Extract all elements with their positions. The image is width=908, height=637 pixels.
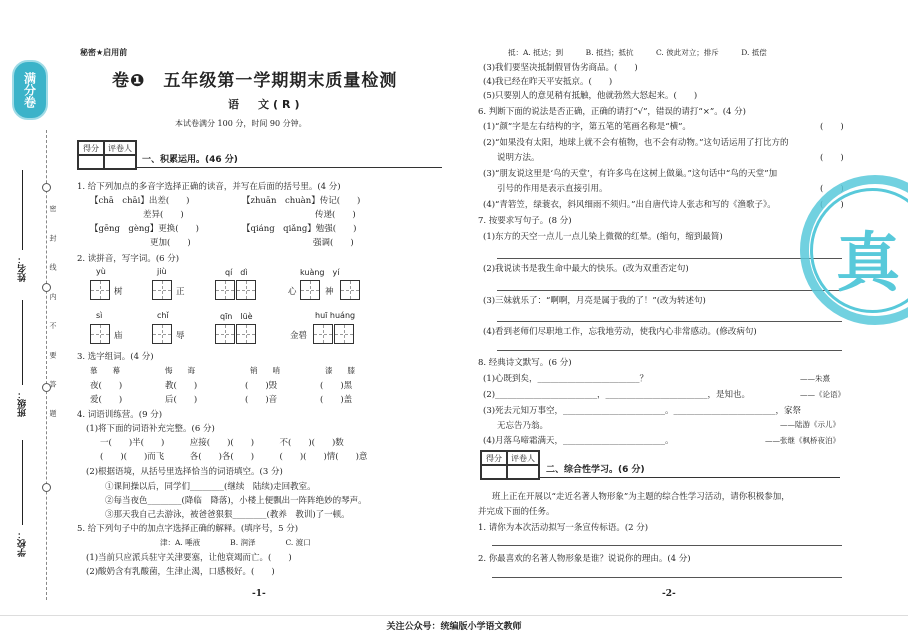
q1-item[interactable]: 【gēng gèng】更换( ) (90, 224, 199, 234)
word-blank[interactable]: 爱( ) (90, 395, 123, 405)
school-line (22, 440, 23, 525)
judge-statement: (3)“朋友说这里是‘鸟的天堂’，有许多鸟在这树上做巢。”这句话中“鸟的天堂”加 (483, 169, 778, 179)
q5-item[interactable]: (1)当前只应派兵驻守关津要塞，让他衰竭而亡。( ) (86, 553, 292, 563)
judge-statement: (2)“如果没有太阳，地球上就不会有植物，也不会有动物。”这句话运用了打比方的 (483, 138, 789, 148)
pinyin: yù (96, 267, 106, 276)
q1-item[interactable]: 【chā chāi】出差( ) (90, 196, 190, 206)
class-label: 班级： (18, 390, 28, 417)
grader-header: 评卷人 (507, 451, 539, 465)
write-box[interactable] (340, 280, 360, 300)
answer-line[interactable] (492, 577, 842, 578)
write-box[interactable] (313, 324, 333, 344)
poem-line[interactable]: (1)心既到矣，________________________？ (483, 374, 649, 384)
rewrite-task: (2)我说读书是我生命中最大的快乐。(改为双重否定句) (483, 264, 689, 274)
score-header: 得分 (78, 141, 104, 155)
watermark-stamp-char: 真 (836, 227, 900, 301)
question-5-prompt: 5. 给下列句子中的加点字选择正确的解释。(填序号，5 分) (77, 524, 299, 534)
name-line (22, 170, 23, 250)
definition-options: 抵：A. 抵达；到 B. 抵挡；抵抗 C. 彼此对立；排斥 D. 抵偿 (508, 48, 767, 57)
q1-item[interactable]: 差异( ) (143, 210, 184, 220)
class-line (22, 300, 23, 385)
write-box[interactable] (236, 324, 256, 344)
school-label: 学校： (18, 530, 28, 557)
activity-intro: 班上正在开展以“走近名著人物形象”为主题的综合性学习活动，请你积极参加， (492, 492, 790, 502)
section-rule (540, 477, 840, 478)
judge-statement: (1)“颜”字是左右结构的字，第五笔的笔画名称是“横”。 (483, 122, 691, 132)
pinyin: qīn lüè (220, 312, 253, 321)
answer-line[interactable] (497, 290, 842, 291)
q4-sub-prompt: (2)根据语境，从括号里选择恰当的词语填空。(3 分) (86, 467, 283, 477)
poem-author: ——张继《枫桥夜泊》 (765, 436, 840, 445)
judge-blank[interactable]: ( ) (820, 200, 844, 210)
judge-statement: (4)“青箬笠，绿蓑衣，斜风细雨不须归。”出自唐代诗人张志和写的《渔歌子》。 (483, 200, 776, 210)
activity-intro: 并完成下面的任务。 (478, 507, 555, 517)
answer-line[interactable] (497, 258, 842, 259)
word-blank[interactable]: 后( ) (165, 395, 198, 405)
q5-item[interactable]: (3)我们要坚决抵制假冒伪劣商品。( ) (483, 63, 638, 73)
write-box[interactable] (300, 280, 320, 300)
question-7-prompt: 7. 按要求写句子。(8 分) (478, 216, 572, 226)
fill-sentence[interactable]: ①课间操以后，同学们________(继续 陆续)走回教室。 (105, 482, 316, 492)
task-prompt: 1. 请你为本次活动拟写一条宣传标语。(2 分) (478, 523, 649, 533)
brand-logo: 满分卷 (12, 60, 48, 120)
char-group: 悔 诲 (165, 366, 195, 375)
write-box[interactable] (90, 280, 110, 300)
answer-line[interactable] (492, 545, 842, 546)
judge-statement: 说明方法。 (497, 153, 540, 163)
char-hint: 心 (288, 287, 297, 297)
cut-line-text: 密 封 线 内 不 要 答 题 (49, 205, 57, 427)
q1-item[interactable]: 更加( ) (150, 238, 191, 248)
cut-line (46, 130, 47, 600)
q5-item[interactable]: (2)酸奶含有乳酸菌，生津止渴，口感极好。( ) (86, 567, 275, 577)
cut-hole (42, 183, 51, 192)
question-6-prompt: 6. 判断下面的说法是否正确，正确的请打“√”，错误的请打“×”。(4 分) (478, 107, 746, 117)
char-hint: 树 (114, 287, 123, 297)
poem-line: 无忘告乃翁。 (497, 421, 549, 431)
poem-author: ——《论语》 (800, 390, 845, 399)
question-3-prompt: 3. 选字组词。(4 分) (77, 352, 154, 362)
poem-line[interactable]: (2)________________________，________________________，是知也。 (483, 390, 751, 400)
score-header: 得分 (481, 451, 507, 465)
grader-header: 评卷人 (104, 141, 136, 155)
judge-blank[interactable]: ( ) (820, 122, 844, 132)
question-1-prompt: 1. 给下列加点的多音字选择正确的读音，并写在后面的括号里。(4 分) (77, 182, 341, 192)
q5-item[interactable]: (4)我已经在昨天平安抵京。( ) (483, 77, 613, 87)
char-group: 漆 膝 (325, 366, 355, 375)
word-blank[interactable]: 教( ) (165, 381, 198, 391)
grader-cell[interactable] (507, 465, 539, 479)
score-cell[interactable] (481, 465, 507, 479)
pinyin: sì (96, 311, 103, 320)
char-group: 销 哨 (250, 366, 280, 375)
judge-blank[interactable]: ( ) (820, 153, 844, 163)
exam-subject: 语 文(R) (228, 98, 304, 111)
char-hint: 金碧 (290, 331, 308, 341)
fill-sentence[interactable]: ②每当夜色________(降临 降落)，小楼上便飘出一阵阵绝妙的琴声。 (105, 496, 367, 506)
char-group: 慕 幕 (90, 366, 120, 375)
question-8-prompt: 8. 经典诗文默写。(6 分) (478, 358, 572, 368)
question-2-prompt: 2. 读拼音，写字词。(6 分) (77, 254, 180, 264)
q1-item[interactable]: 【qiáng qiǎng】勉强( ) (242, 224, 357, 234)
pinyin: huī huáng (315, 311, 356, 320)
cut-hole (42, 483, 51, 492)
task-prompt: 2. 你最喜欢的名著人物形象是谁？说说你的理由。(4 分) (478, 554, 691, 564)
pinyin: kuàng yí (300, 268, 340, 277)
idiom-row[interactable]: ( )( )而飞 各( )各( ) ( )( )情( )意 (100, 452, 368, 462)
answer-line[interactable] (497, 321, 842, 322)
write-box[interactable] (215, 280, 235, 300)
poem-line[interactable]: (3)死去元知万事空，________________________。________________________，家祭 (483, 406, 802, 416)
score-box (480, 450, 540, 480)
word-blank[interactable]: ( )黑 (320, 381, 353, 391)
pinyin: chǐ (157, 311, 169, 320)
char-hint: 辱 (176, 331, 185, 341)
idiom-row[interactable]: 一( )半( ) 应接( )( ) 不( )( )数 (100, 438, 344, 448)
section-heading: 二、综合性学习。(6 分) (546, 465, 645, 475)
write-box[interactable] (334, 324, 354, 344)
exam-title: 卷❶ 五年级第一学期期末质量检测 (112, 71, 398, 91)
write-box[interactable] (152, 324, 172, 344)
word-blank[interactable]: 夜( ) (90, 381, 123, 391)
pinyin: qí dì (225, 268, 248, 277)
section-rule (136, 167, 442, 168)
footer-bar: 关注公众号：统编版小学语文教师 (0, 615, 908, 637)
binding-strip (0, 0, 60, 615)
word-blank[interactable]: ( )音 (245, 395, 278, 405)
fill-sentence[interactable]: ③那天我自己去游泳，被爸爸狠狠________(教养 教训)了一顿。 (105, 510, 350, 520)
poem-line[interactable]: (4)月落乌啼霜满天，________________________。 (483, 436, 674, 446)
poem-author: ——朱熹 (800, 374, 830, 383)
q4-sub-prompt: (1)将下面的词语补充完整。(6 分) (86, 424, 215, 434)
secret-mark: 秘密★启用前 (80, 48, 128, 57)
rewrite-task: (1)东方的天空一点儿一点儿染上微微的红晕。(缩句，缩到最简) (483, 232, 723, 242)
name-label: 姓名： (18, 255, 28, 282)
poem-author: ——陆游《示儿》 (780, 420, 840, 429)
score-box (77, 140, 137, 170)
rewrite-task: (3)三妹就乐了：“啊啊，月亮是属于我的了！”(改为转述句) (483, 296, 706, 306)
write-box[interactable] (236, 280, 256, 300)
q1-item[interactable]: 传递( ) (315, 210, 356, 220)
score-cell[interactable] (78, 155, 104, 169)
page-number: -1- (252, 589, 266, 599)
write-box[interactable] (90, 324, 110, 344)
rewrite-task: (4)看到老师们尽职地工作，忘我地劳动，使我内心非常感动。(修改病句) (483, 327, 757, 337)
q1-item[interactable]: 【zhuān chuàn】传记( ) (242, 196, 361, 206)
grader-cell[interactable] (104, 155, 136, 169)
char-hint: 庙 (114, 331, 123, 341)
pinyin: jiù (157, 267, 167, 276)
q1-item[interactable]: 强调( ) (313, 238, 354, 248)
judge-blank[interactable]: ( ) (820, 184, 844, 194)
section-heading: 一、积累运用。(46 分) (142, 155, 238, 165)
exam-note: 本试卷满分 100 分，时间 90 分钟。 (175, 119, 307, 128)
definition-options: 津：A. 唾液 B. 润泽 C. 渡口 (160, 538, 311, 547)
answer-line[interactable] (497, 350, 842, 351)
word-blank[interactable]: ( )盖 (320, 395, 353, 405)
char-hint: 正 (176, 287, 185, 297)
question-4-prompt: 4. 词语训练营。(9 分) (77, 410, 163, 420)
page-number: -2- (662, 589, 676, 599)
word-blank[interactable]: ( )毁 (245, 381, 278, 391)
judge-statement: 引号的作用是表示直接引用。 (497, 184, 608, 194)
write-box[interactable] (152, 280, 172, 300)
q5-item[interactable]: (5)只要别人的意见稍有抵触，他就勃然大怒起来。( ) (483, 91, 698, 101)
write-box[interactable] (215, 324, 235, 344)
char-hint: 神 (325, 287, 334, 297)
